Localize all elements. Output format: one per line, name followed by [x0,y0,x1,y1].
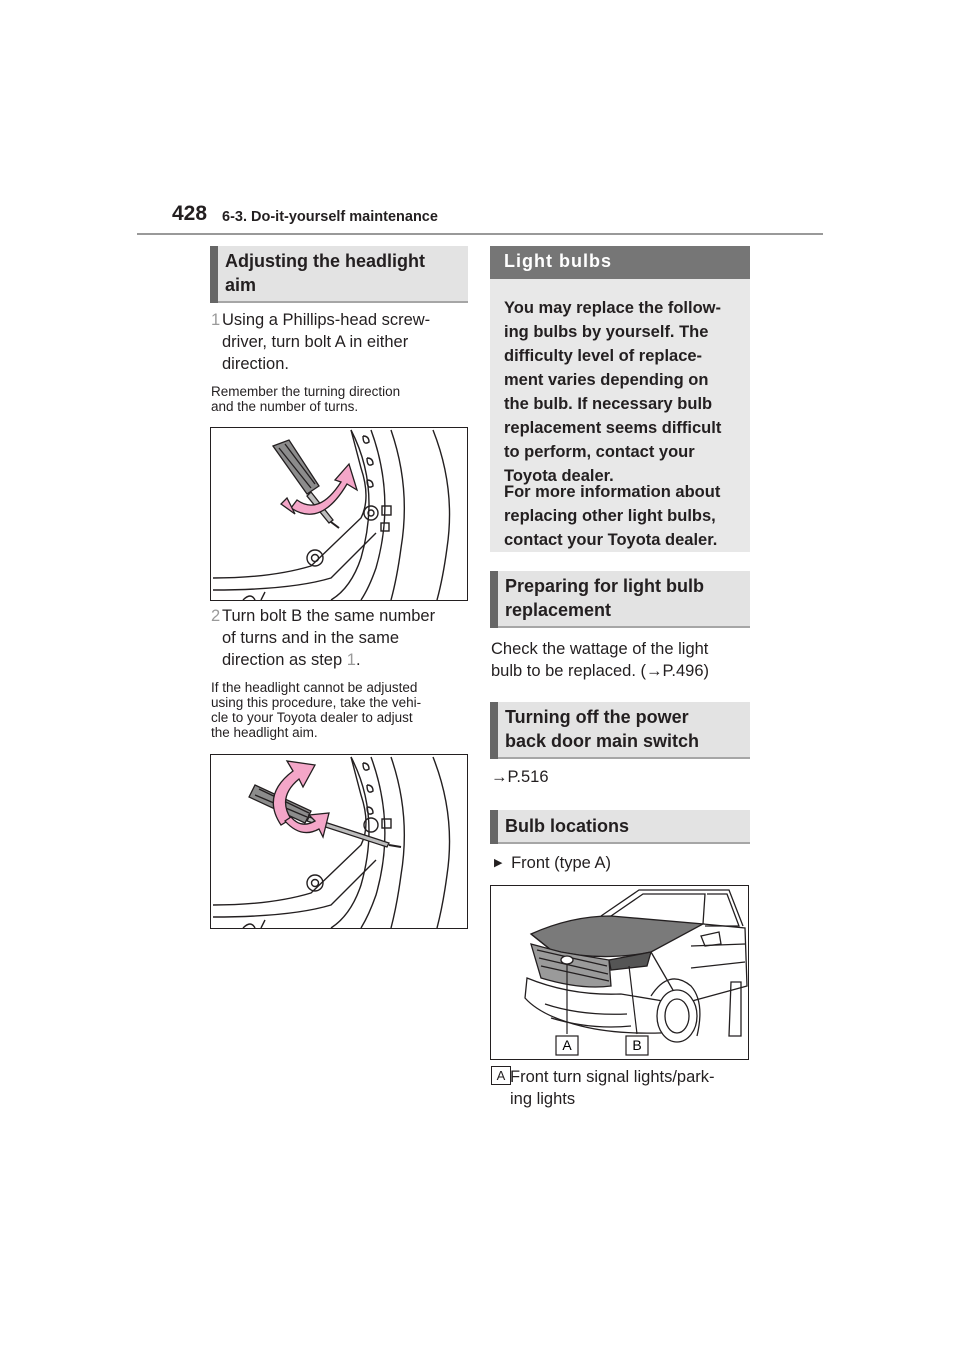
turnoff-page-reference: →P.516 [491,768,549,786]
legend-line: ing lights [510,1090,576,1108]
step-2-line [222,649,435,671]
intro-paragraph [504,296,744,488]
step-2-ref-suffix: . [355,651,361,669]
step-2-line: of turns and in the same [222,629,400,647]
heading-line-2: replacement [505,600,612,620]
heading-turning-off-switch [490,702,750,759]
bullet-front-type-a [494,852,611,874]
note-2 [211,680,471,740]
intro-line: ing bulbs by yourself. The [504,323,709,341]
intro-line: to perform, contact your [504,443,695,461]
heading-light-bulbs-text: Light bulbs [504,251,612,271]
note-2-line: If the headlight cannot be adjusted [211,680,418,695]
illustration-turn-bolt-a [210,427,468,601]
section-title: 6-3. Do-it-yourself maintenance [222,209,438,225]
heading-line-1: Adjusting the headlight [225,251,425,271]
step-1-line: direction. [222,355,289,373]
note-2-line: the headlight aim. [211,725,318,740]
header-rule [137,233,823,235]
illustration-front-bulb-locations [490,885,749,1060]
heading-line-1: Preparing for light bulb [505,576,704,596]
legend-letter-box: A [491,1066,511,1085]
heading-bar [490,810,498,844]
note-1 [211,384,471,414]
legend-text [510,1066,756,1110]
step-2-text [222,605,435,671]
heading-preparing-replacement [490,571,750,628]
legend-line: Front turn signal lights/park- [510,1068,715,1086]
prepare-text [491,638,753,682]
light-bulbs-intro-box [490,279,750,552]
intro-line: Toyota dealer. [504,467,614,485]
step-1-line: driver, turn bolt A in either [222,333,409,351]
step-2-line-text: direction as step [222,651,343,669]
step-2 [211,605,471,675]
step-2-number: 2 [211,607,221,625]
intro-paragraph-2 [504,480,744,552]
intro2-line: For more information about [504,483,721,501]
step-2-line: Turn bolt B the same number [222,607,436,625]
step-1 [211,309,471,379]
intro-line: replacement seems difficult [504,419,722,437]
triangle-bullet-icon: ▶ [494,857,503,869]
heading-line-2: back door main switch [505,731,700,751]
step-1-text [222,309,430,375]
callout-a-label: A [562,1037,572,1053]
heading-bulb-locations [490,810,750,844]
heading-line-1: Turning off the power [505,707,689,727]
note-2-line: using this procedure, take the vehi- [211,695,422,710]
intro-line: You may replace the follow- [504,299,721,317]
intro-line: difficulty level of replace- [504,347,703,365]
note-2-line: cle to your Toyota dealer to adjust [211,710,413,725]
heading-bar [490,571,498,628]
note-1-line: and the number of turns. [211,399,359,414]
heading-line-2: aim [225,275,257,295]
bullet-text: Front (type A) [511,854,612,872]
illustration-turn-bolt-b [210,754,468,929]
intro-line: ment varies depending on [504,371,709,389]
step-1-number: 1 [211,311,221,329]
heading-bulb-locations-text: Bulb locations [505,816,630,836]
intro-line: the bulb. If necessary bulb [504,395,713,413]
intro2-line: replacing other light bulbs, [504,507,716,525]
prepare-line: Check the wattage of the light [491,640,709,658]
heading-bar [210,246,218,303]
prepare-line: bulb to be replaced. (→P.496) [491,662,710,680]
note-1-line: Remember the turning direction [211,384,401,399]
heading-adjusting-headlight-aim [210,246,468,303]
callout-b-label: B [632,1037,642,1053]
heading-bar [490,702,498,759]
intro2-line: contact your Toyota dealer. [504,531,718,549]
page-number: 428 [172,202,208,225]
step-2-ref-number: 1 [346,651,356,669]
heading-light-bulbs [490,246,750,279]
step-1-line: Using a Phillips-head screw- [222,311,431,329]
